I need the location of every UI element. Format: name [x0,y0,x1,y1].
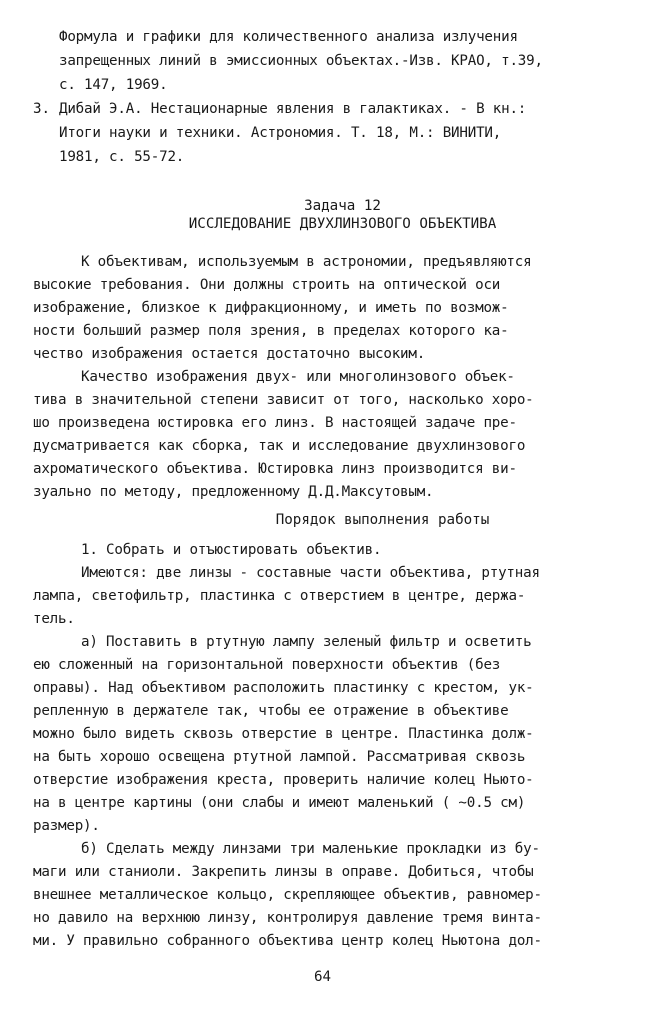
paragraph-line: на в центре картины (они слабы и имеют маленький ( ~0.5 см) [33,795,526,811]
paragraph-line: К объективам, используемым в астрономии, предъявляются [81,254,532,270]
paragraph-line: зуально по методу, предложенному Д.Д.Максутовым. [33,484,434,500]
page-number: 64 [313,969,332,985]
paragraph-line: дусматривается как сборка, так и исследование двухлинзового [33,438,526,454]
paragraph-line: Качество изображения двух- или многолинзового объек- [81,369,515,385]
paragraph-line: ми. У правильно собранного объектива центр колец Ньютона дол- [33,933,542,949]
step-heading: 1. Собрать и отъюстировать объектив. [81,542,382,558]
paragraph-line: ею сложенный на горизонтальной поверхности объектив (без [33,657,501,673]
paragraph-line: ахроматического объектива. Юстировка линз производится ви- [33,461,517,477]
task-number: Задача 12 [304,198,381,214]
task-title: ИССЛЕДОВАНИЕ ДВУХЛИНЗОВОГО ОБЪЕКТИВА [188,216,497,232]
paragraph-line: размер). [33,818,100,834]
paragraph-line: можно было видеть сквозь отверстие в центре. Пластинка долж- [33,726,534,742]
paragraph-line: тива в значительной степени зависит от того, насколько хоро- [33,392,534,408]
reference-line: с. 147, 1969. [59,77,168,93]
paragraph-line: Имеются: две линзы - составные части объектива, ртутная [81,565,540,581]
reference-number: 3. [33,101,51,117]
paragraph-line: маги или станиоли. Закрепить линзы в оправе. Добиться, чтобы [33,864,534,880]
paragraph-line: внешнее металлическое кольцо, скрепляющее объектив, равномер- [33,887,542,903]
paragraph-line: репленную в держателе так, чтобы ее отражение в объективе [33,703,509,719]
paragraph-line: отверстие изображения креста, проверить наличие колец Ньюто- [33,772,534,788]
reference-line: Итоги науки и техники. Астрономия. Т. 18, М.: ВИНИТИ, [59,125,502,141]
paragraph-line: тель. [33,611,75,627]
paragraph-line: высокие требования. Они должны строить на оптической оси [33,277,501,293]
paragraph-line: б) Сделать между линзами три маленькие прокладки из бу- [81,841,540,857]
paragraph-line: ности больший размер поля зрения, в пределах которого ка- [33,323,509,339]
paragraph-line: а) Поставить в ртутную лампу зеленый фильтр и осветить [81,634,532,650]
paragraph-line: но давило на верхнюю линзу, контролируя давление тремя винта- [33,910,542,926]
paragraph-line: оправы). Над объективом расположить пластинку с крестом, ук- [33,680,534,696]
paragraph-line: изображение, близкое к дифракционному, и иметь по возмож- [33,300,509,316]
paragraph-line: шо произведена юстировка его линз. В настоящей задаче пре- [33,415,517,431]
paragraph-line: на быть хорошо освещена ртутной лампой. Рассматривая сквозь [33,749,526,765]
procedure-heading: Порядок выполнения работы [275,512,490,528]
reference-line: Формула и графики для количественного анализа излучения [59,29,518,45]
reference-line: 1981, с. 55-72. [59,149,185,165]
reference-line: запрещенных линий в эмиссионных объектах.-Изв. КРАО, т.39, [59,53,543,69]
reference-line: Дибай Э.А. Нестационарные явления в галактиках. - В кн.: [59,101,527,117]
paragraph-line: чество изображения остается достаточно высоким. [33,346,426,362]
paragraph-line: лампа, светофильтр, пластинка с отверстием в центре, держа- [33,588,526,604]
